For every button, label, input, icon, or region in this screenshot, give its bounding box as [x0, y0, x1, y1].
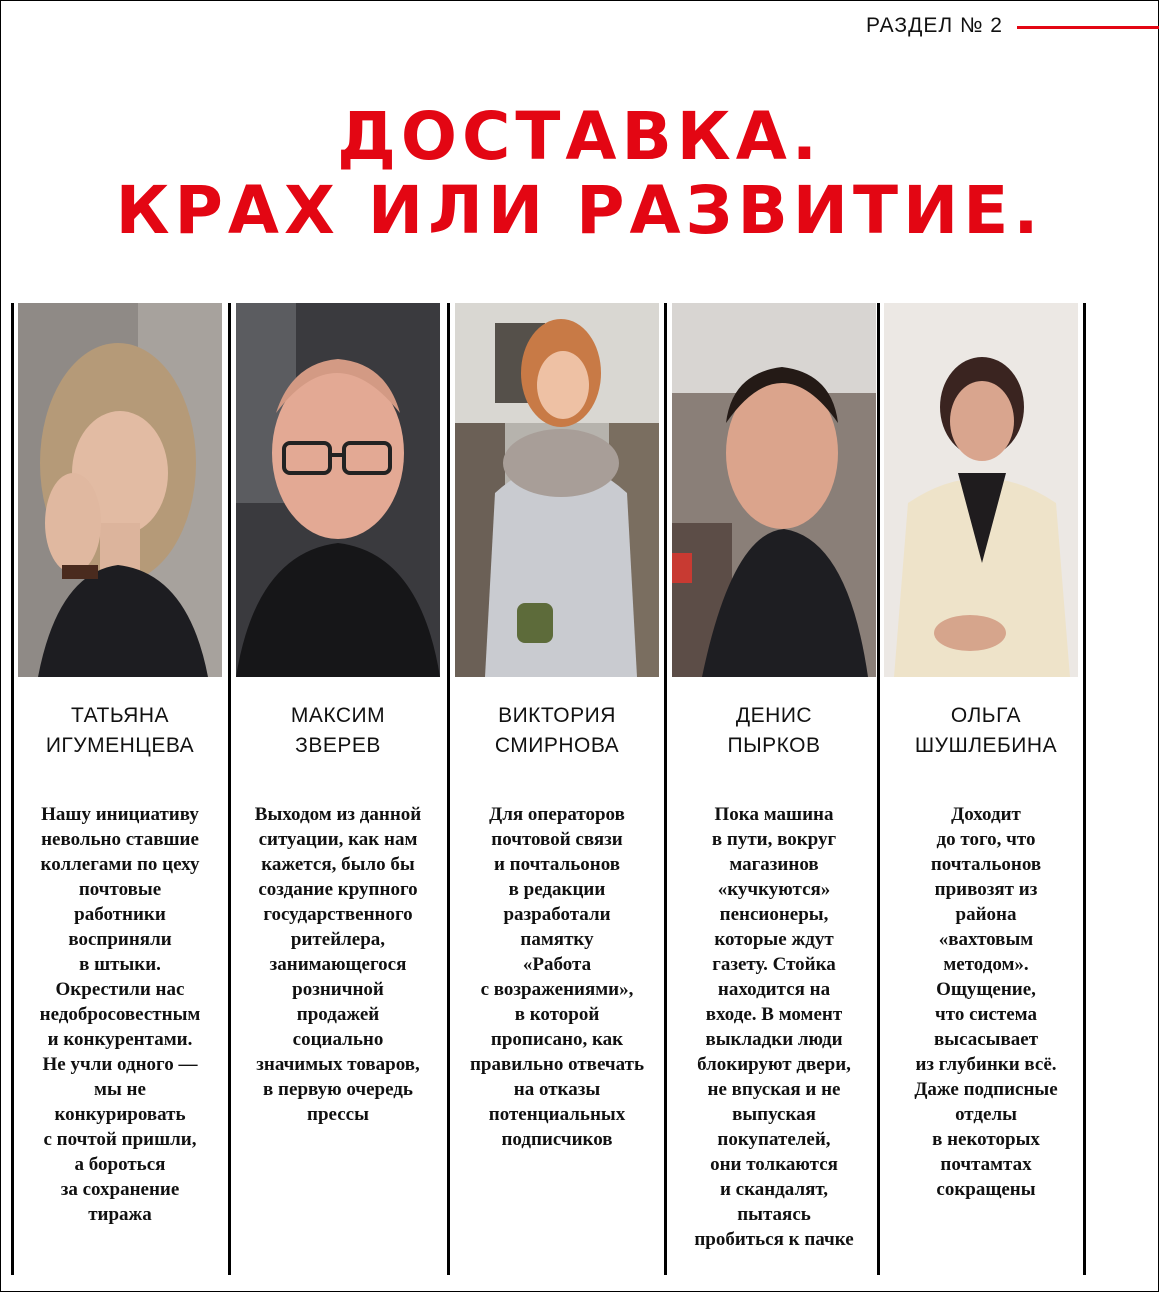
- quote-line: почтовые: [78, 879, 162, 900]
- quote-line: восприняли: [68, 929, 172, 950]
- last-name: ПЫРКОВ: [727, 734, 821, 757]
- headline-line-1: ДОСТАВКА.: [337, 98, 822, 175]
- quote-line: пенсионеры,: [719, 904, 829, 925]
- quote: [10, 802, 230, 1227]
- quote-line: района: [955, 904, 1017, 925]
- quote-line: Ощущение,: [936, 979, 1036, 1000]
- quote-line: ситуации, как нам: [258, 829, 418, 850]
- quote-line: которые ждут: [714, 929, 834, 950]
- quote-line: почтамтах: [940, 1154, 1032, 1175]
- quote-line: из глубинки всё.: [915, 1054, 1057, 1075]
- quote-line: конкурировать: [54, 1104, 186, 1125]
- person-name: [228, 701, 448, 761]
- first-name: ТАТЬЯНА: [71, 704, 169, 727]
- section-accent-line: [1017, 26, 1159, 29]
- quote-line: в первую очередь: [263, 1079, 413, 1100]
- quote-line: занимающегося: [269, 954, 407, 975]
- quote-line: с возражениями»,: [480, 979, 634, 1000]
- first-name: ОЛЬГА: [950, 704, 1022, 727]
- person-name: [10, 701, 230, 761]
- quote-line: Не учли одного —: [42, 1054, 198, 1075]
- last-name: СМИРНОВА: [494, 734, 620, 757]
- first-name: ВИКТОРИЯ: [498, 704, 616, 727]
- portrait-photo: [672, 303, 876, 677]
- quote-line: работники: [74, 904, 166, 925]
- quote-line: газету. Стойка: [712, 954, 836, 975]
- quote-line: привозят из: [934, 879, 1038, 900]
- quote-line: мы не: [94, 1079, 146, 1100]
- quote-line: пробиться к пачке: [694, 1229, 854, 1250]
- quote: [447, 802, 667, 1152]
- quote-line: разработали: [503, 904, 611, 925]
- quote-line: почтовой связи: [491, 829, 623, 850]
- quote-line: Доходит: [951, 804, 1021, 825]
- quote-line: «вахтовым: [938, 929, 1034, 950]
- quote-line: прописано, как: [490, 1029, 624, 1050]
- quote-line: методом».: [943, 954, 1029, 975]
- last-name: ШУШЛЕБИНА: [914, 734, 1058, 757]
- last-name: ИГУМЕНЦЕВА: [45, 734, 195, 757]
- quote-line: и почтальонов: [493, 854, 621, 875]
- quote-line: выкладки люди: [705, 1029, 843, 1050]
- quote-line: и скандалят,: [719, 1179, 829, 1200]
- quote-line: отделы: [955, 1104, 1017, 1125]
- quote-line: кажется, было бы: [261, 854, 415, 875]
- quote-line: находится на: [717, 979, 831, 1000]
- quote-line: в которой: [514, 1004, 600, 1025]
- quote-line: прессы: [307, 1104, 369, 1125]
- person-name: [447, 701, 667, 761]
- portrait-photo: [236, 303, 440, 677]
- section-label: РАЗДЕЛ № 2: [866, 14, 1003, 37]
- quote-line: выпуская: [732, 1104, 816, 1125]
- portrait-photo: [18, 303, 222, 677]
- quote-line: на отказы: [513, 1079, 601, 1100]
- quote-line: правильно отвечать: [469, 1054, 645, 1075]
- quote-line: магазинов: [729, 854, 819, 875]
- quote: [664, 802, 884, 1252]
- quote-line: продажей: [296, 1004, 380, 1025]
- quote-line: значимых товаров,: [256, 1054, 420, 1075]
- portrait-photo: [455, 303, 659, 677]
- quote-line: что система: [935, 1004, 1037, 1025]
- quote-line: ритейлера,: [290, 929, 386, 950]
- quote-line: потенциальных: [488, 1104, 626, 1125]
- headline: [0, 100, 1159, 248]
- first-name: МАКСИМ: [290, 704, 386, 727]
- quote: [228, 802, 448, 1127]
- quote-line: «Работа: [522, 954, 592, 975]
- quote-line: в штыки.: [79, 954, 161, 975]
- quote-line: государственного: [263, 904, 413, 925]
- quote-line: а бороться: [74, 1154, 166, 1175]
- quote-line: «кучкуются»: [717, 879, 831, 900]
- quote-line: Для операторов: [489, 804, 625, 825]
- last-name: ЗВЕРЕВ: [295, 734, 381, 757]
- quote-line: за сохранение: [60, 1179, 180, 1200]
- quote-line: и конкурентами.: [47, 1029, 193, 1050]
- quote-line: Пока машина: [714, 804, 834, 825]
- quote-line: блокируют двери,: [697, 1054, 851, 1075]
- quote-line: пытаясь: [737, 1204, 811, 1225]
- headline-line-2: КРАХ ИЛИ РАЗВИТИЕ.: [115, 172, 1044, 249]
- quote-line: почтальонов: [930, 854, 1042, 875]
- quote-line: высасывает: [933, 1029, 1039, 1050]
- quote-line: входе. В момент: [705, 1004, 843, 1025]
- quote-line: в пути, вокруг: [711, 829, 837, 850]
- first-name: ДЕНИС: [735, 704, 813, 727]
- person-name: [876, 701, 1096, 761]
- quote-line: не впуская и не: [707, 1079, 841, 1100]
- person-name: [664, 701, 884, 761]
- quote-line: социально: [292, 1029, 384, 1050]
- quote: [876, 802, 1096, 1202]
- quote-line: с почтой пришли,: [43, 1129, 197, 1150]
- portrait-photo: [884, 303, 1088, 677]
- quote-line: Даже подписные: [914, 1079, 1058, 1100]
- quote-line: они толкаются: [710, 1154, 838, 1175]
- quote-line: Окрестили нас: [55, 979, 185, 1000]
- quote-line: покупателей,: [717, 1129, 831, 1150]
- quote-line: коллегами по цеху: [40, 854, 200, 875]
- quote-line: памятку: [520, 929, 594, 950]
- quote-line: тиража: [88, 1204, 152, 1225]
- quote-line: в редакции: [508, 879, 606, 900]
- quote-line: до того, что: [936, 829, 1036, 850]
- quote-line: создание крупного: [258, 879, 418, 900]
- quote-line: розничной: [292, 979, 384, 1000]
- quote-line: подписчиков: [501, 1129, 613, 1150]
- quote-line: сокращены: [936, 1179, 1036, 1200]
- quote-line: в некоторых: [932, 1129, 1040, 1150]
- quote-line: Нашу инициативу: [41, 804, 199, 825]
- quote-line: Выходом из данной: [254, 804, 422, 825]
- quote-line: недобросовестным: [39, 1004, 201, 1025]
- quote-line: невольно ставшие: [41, 829, 199, 850]
